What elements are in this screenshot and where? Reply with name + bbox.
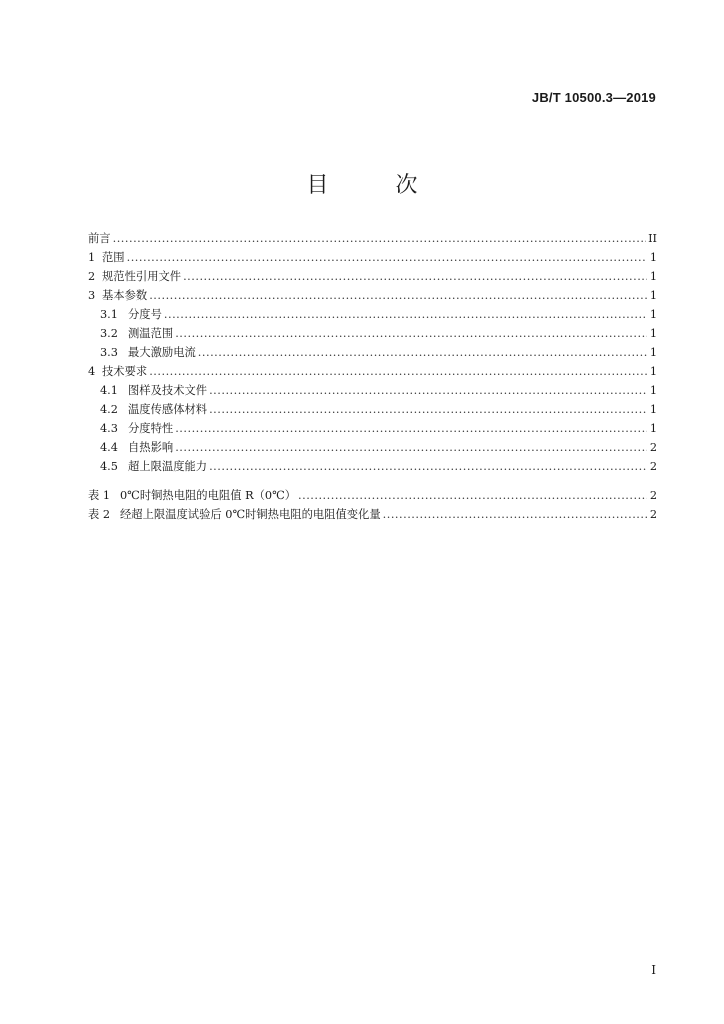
dot-leader [164, 305, 647, 324]
toc-entry-page: 1 [649, 422, 657, 435]
toc-entry-label: 分度特性 [128, 422, 174, 435]
toc-entry-page: 2 [649, 508, 657, 521]
toc-entry-label: 温度传感体材料 [128, 403, 208, 416]
toc-entry-number: 表 2 [88, 508, 111, 521]
toc-entry-technical-requirements[interactable] [88, 362, 657, 381]
dot-leader [209, 400, 647, 419]
toc-entry-label: 最大激励电流 [128, 346, 196, 359]
toc-entry-label: 0℃时铜热电阻的电阻值 R（0℃） [120, 489, 297, 502]
toc-entry-number: 1 [88, 251, 96, 264]
dot-leader [149, 286, 647, 305]
toc-entry-sensor-material[interactable] [88, 400, 657, 419]
dot-leader [175, 438, 647, 457]
toc-entry-table-1[interactable] [88, 486, 657, 505]
page-number: I [651, 963, 656, 977]
toc-entry-number: 4.4 [100, 441, 118, 454]
toc-entry-page: 1 [649, 308, 657, 321]
dot-leader [198, 343, 647, 362]
toc-entry-basic-parameters[interactable] [88, 286, 657, 305]
dot-leader [209, 381, 647, 400]
toc-entry-page: 1 [649, 289, 657, 302]
toc-entry-number: 3.1 [100, 308, 118, 321]
dot-leader [127, 248, 647, 267]
toc-entry-over-limit-capability[interactable] [88, 457, 657, 476]
toc-entry-number: 3.2 [100, 327, 118, 340]
dot-leader [149, 362, 647, 381]
toc-entry-self-heating[interactable] [88, 438, 657, 457]
toc-entry-label: 范围 [102, 251, 125, 264]
dot-leader [298, 486, 647, 505]
dot-leader [175, 324, 647, 343]
toc-entry-page: 1 [649, 327, 657, 340]
toc-entry-page: 1 [649, 251, 657, 264]
toc-entry-page: 1 [649, 384, 657, 397]
toc-entry-page: II [648, 232, 657, 245]
toc-entry-label: 规范性引用文件 [102, 270, 182, 283]
toc-entry-label: 经超上限温度试验后 0℃时铜热电阻的电阻值变化量 [120, 508, 381, 521]
toc-entry-label: 前言 [88, 232, 111, 245]
toc-entry-table-2[interactable] [88, 505, 657, 524]
toc-entry-number: 3 [88, 289, 96, 302]
toc-entry-number: 4.5 [100, 460, 118, 473]
toc-entry-page: 2 [649, 460, 657, 473]
toc-entry-number: 4.2 [100, 403, 118, 416]
dot-leader [183, 267, 647, 286]
toc-entry-max-excitation-current[interactable] [88, 343, 657, 362]
toc-entry-graduation-number[interactable] [88, 305, 657, 324]
dot-leader [113, 229, 646, 248]
toc-entry-normative-references[interactable] [88, 267, 657, 286]
toc-entry-label: 图样及技术文件 [128, 384, 208, 397]
toc-entry-foreword[interactable] [88, 229, 657, 248]
table-of-contents [88, 229, 657, 524]
toc-entry-label: 基本参数 [102, 289, 148, 302]
toc-entry-label: 测温范围 [128, 327, 174, 340]
toc-title: 目 次 [306, 173, 448, 198]
toc-entry-label: 超上限温度能力 [128, 460, 208, 473]
toc-entry-number: 4.1 [100, 384, 118, 397]
toc-entry-label: 自热影响 [128, 441, 174, 454]
dot-leader [175, 419, 647, 438]
toc-entry-number: 3.3 [100, 346, 118, 359]
toc-entry-page: 1 [649, 365, 657, 378]
toc-entry-number: 表 1 [88, 489, 111, 502]
toc-entry-graduation-characteristics[interactable] [88, 419, 657, 438]
toc-entry-number: 4 [88, 365, 96, 378]
toc-entry-page: 2 [649, 441, 657, 454]
toc-entry-number: 4.3 [100, 422, 118, 435]
toc-entry-page: 2 [649, 489, 657, 502]
toc-entry-drawings-documents[interactable] [88, 381, 657, 400]
toc-entry-number: 2 [88, 270, 96, 283]
toc-entry-page: 1 [649, 270, 657, 283]
toc-entry-label: 分度号 [128, 308, 162, 321]
toc-entry-temperature-range[interactable] [88, 324, 657, 343]
toc-entry-page: 1 [649, 403, 657, 416]
toc-entry-scope[interactable] [88, 248, 657, 267]
dot-leader [383, 505, 647, 524]
dot-leader [209, 457, 647, 476]
document-id: JB/T 10500.3—2019 [531, 90, 656, 105]
toc-entry-label: 技术要求 [102, 365, 148, 378]
toc-entry-page: 1 [649, 346, 657, 359]
